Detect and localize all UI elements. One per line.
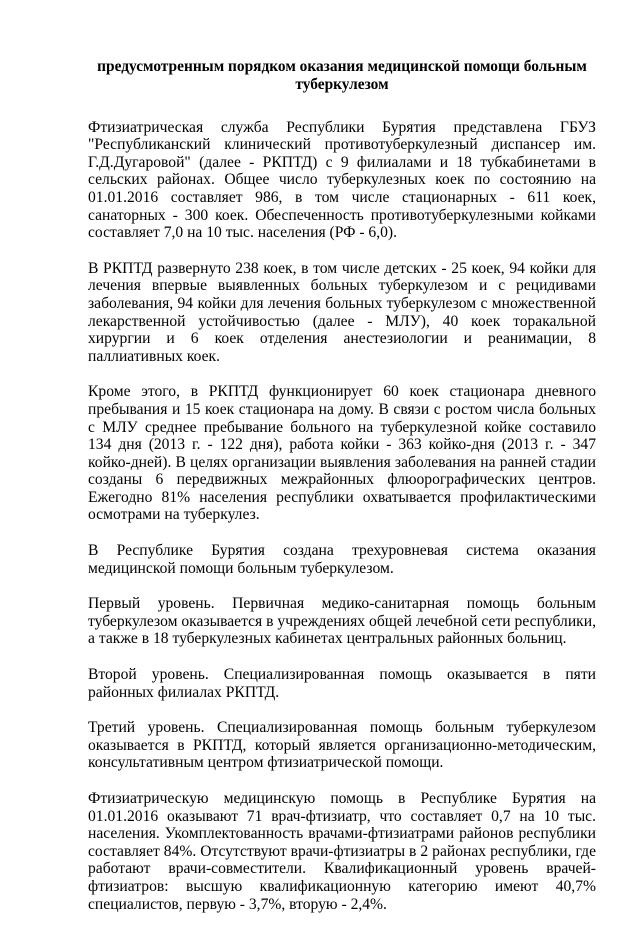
section-heading: предусмотренным порядком оказания медицинской помощи больным туберкулезом [97,58,587,93]
paragraph-rkptd-beds: В РКПТД развернуто 238 коек, в том числе детских - 25 коек, 94 койки для лечения впервые выявленных больных туберкулезом и с рецидивами заболевания, 94 койки для лечения больных туберкулезом с множественной лекарственной устойчивостью (далее - МЛУ), 40 коек торакальной хирургии и 6 коек отделения анестезиологии и реанимации, 8 паллиативных коек. [88,259,596,365]
paragraph-second-level: Второй уровень. Специализированная помощь оказывается в пяти районных филиалах РКПТД. [88,666,596,701]
paragraph-first-level: Первый уровень. Первичная медико-санитарная помощь больным туберкулезом оказывается в учреждениях общей лечебной сети республики, а также в 18 туберкулезных кабинетах центральных районных больниц. [88,595,596,648]
paragraph-third-level: Третий уровень. Специализированная помощь больным туберкулезом оказывается в РКПТД, который является организационно-методическим, консультативным центром фтизиатрической помощи. [88,719,596,772]
paragraph-phthisiology-service: Фтизиатрическая служба Республики Бурятия представлена ГБУЗ "Республиканский клинический противотуберкулезный диспансер им. Г.Д.Дугаровой" (далее - РКПТД) с 9 филиалами и 18 тубкабинетами в сельских районах. Общее число туберкулезных коек по состоянию на 01.01.2016 составляет 986, в том числе стационарных - 611 коек, санаторных - 300 коек. Обеспеченность противотуберкулезными койками составляет 7,0 на 10 тыс. населения (РФ - 6,0). [88,118,596,242]
paragraph-day-hospital: Кроме этого, в РКПТД функционирует 60 коек стационара дневного пребывания и 15 коек стационара на дому. В связи с ростом числа больных с МЛУ среднее пребывание больного на туберкулезной койке составило 134 дня (2013 г. - 122 дня), работа койки - 363 койко-дня (2013 г. - 347 койко-дней). В целях организации выявления заболевания на ранней стадии созданы 6 передвижных межрайонных флюорографических центров. Ежегодно 81% населения республики охватывается профилактическими осмотрами на туберкулез. [88,383,596,524]
paragraph-three-level-system: В Республике Бурятия создана трехуровневая система оказания медицинской помощи больным туберкулезом. [88,542,596,577]
document-page [88,58,596,931]
paragraph-staffing: Фтизиатрическую медицинскую помощь в Республике Бурятия на 01.01.2016 оказывают 71 врач-фтизиатр, что составляет 0,7 на 10 тыс. населения. Укомплектованность врачами-фтизиатрами районов республики составляет 84%. Отсутствуют врачи-фтизиатры в 2 районах республики, где работают врачи-совместители. Квалификационный уровень врачей-фтизиатров: высшую квалификационную категорию имеют 40,7% специалистов, первую - 3,7%, вторую - 2,4%. [88,790,596,913]
